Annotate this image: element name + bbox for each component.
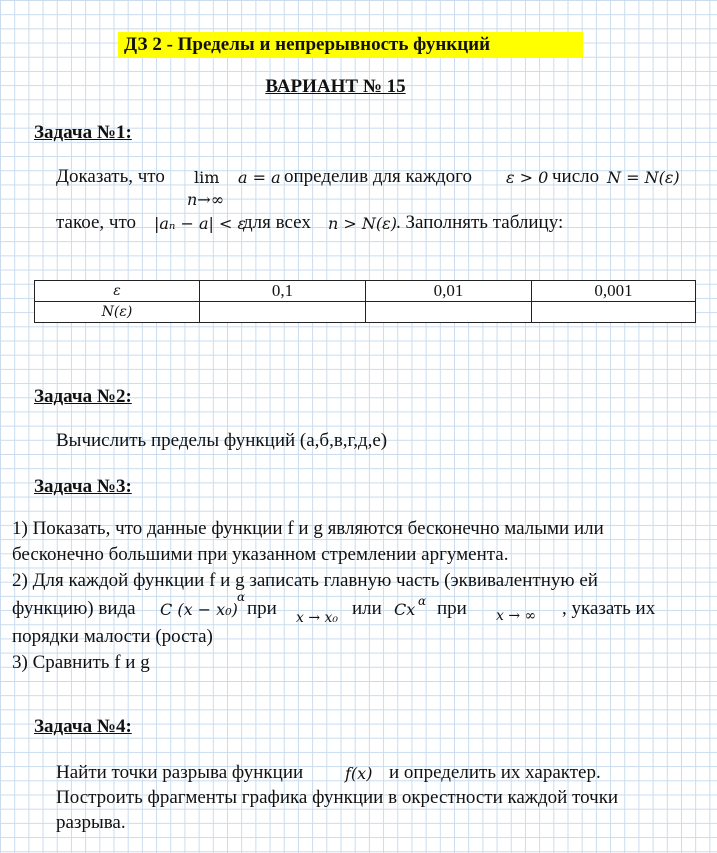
task2-text: Вычислить пределы функций (а,б,в,г,д,е) bbox=[56, 430, 388, 451]
task1-text-mid: определив для каждого bbox=[284, 166, 472, 187]
Cx-formula: Cx bbox=[394, 600, 416, 619]
task1-heading: Задача №1: bbox=[34, 122, 132, 143]
x-to-x0: x → x₀ bbox=[296, 610, 339, 626]
task1-line2-mid: для всех bbox=[243, 212, 311, 233]
variant-heading: ВАРИАНТ № 15 bbox=[265, 76, 406, 97]
x-to-infinity: x → ∞ bbox=[496, 608, 537, 624]
N-expression: N = N(ε) bbox=[607, 168, 680, 187]
task4-heading: Задача №4: bbox=[34, 716, 132, 737]
task3-line2: бесконечно большими при указанном стремлении аргумента. bbox=[12, 544, 509, 565]
lim-subscript: n→∞ bbox=[187, 190, 225, 209]
task3-line4-b: при bbox=[247, 598, 277, 619]
task3-line4-e: , указать их bbox=[562, 598, 656, 619]
task3-line4-c: или bbox=[352, 598, 382, 619]
table-cell: 0,001 bbox=[532, 281, 696, 302]
table-cell: 0,01 bbox=[366, 281, 532, 302]
epsilon-table bbox=[34, 280, 696, 323]
task1-text-number: число bbox=[552, 166, 600, 187]
table-cell[interactable] bbox=[532, 302, 696, 323]
task3-line6: 3) Сравнить f и g bbox=[12, 652, 150, 673]
eps-condition: ε > 0 bbox=[506, 168, 549, 187]
table-cell: ε bbox=[35, 281, 200, 302]
abs-expression: |aₙ − a| < ε bbox=[154, 214, 247, 233]
lim-expression: a = a bbox=[238, 168, 281, 187]
lim-symbol: lim bbox=[194, 168, 220, 187]
table-row bbox=[35, 281, 696, 302]
table-row bbox=[35, 302, 696, 323]
task1-text-prefix: Доказать, что bbox=[56, 166, 165, 187]
task1-line2-prefix: такое, что bbox=[56, 212, 137, 233]
task4-line1-a: Найти точки разрыва функции bbox=[56, 762, 304, 783]
task3-line4-d: при bbox=[437, 598, 467, 619]
n-expression: n > N(ε) bbox=[328, 214, 397, 233]
function-fx: f(x) bbox=[345, 764, 373, 783]
task2-heading: Задача №2: bbox=[34, 386, 132, 407]
table-cell: 0,1 bbox=[200, 281, 366, 302]
alpha-exponent-2: α bbox=[418, 594, 427, 608]
task3-line4-a: функцию) вида bbox=[12, 598, 136, 619]
task3-line1: 1) Показать, что данные функции f и g являются бесконечно малыми или bbox=[12, 518, 604, 539]
task4-line1-b: и определить их характер. bbox=[389, 762, 601, 783]
task4-line3: разрыва. bbox=[56, 812, 126, 833]
task1-line2-suffix: . Заполнять таблицу: bbox=[396, 212, 564, 233]
task3-heading: Задача №3: bbox=[34, 476, 132, 497]
table-cell[interactable] bbox=[366, 302, 532, 323]
task3-line3: 2) Для каждой функции f и g записать главную часть (эквивалентную ей bbox=[12, 570, 598, 591]
table-cell: N(ε) bbox=[35, 302, 200, 323]
task4-line2: Построить фрагменты графика функции в окрестности каждой точки bbox=[56, 787, 619, 808]
page-title: ДЗ 2 - Пределы и непрерывность функций bbox=[118, 32, 583, 58]
alpha-exponent: α bbox=[237, 590, 246, 604]
table-cell[interactable] bbox=[200, 302, 366, 323]
task3-line5: порядки малости (роста) bbox=[12, 626, 213, 647]
main-part-formula: C (x − x₀) bbox=[160, 600, 238, 619]
